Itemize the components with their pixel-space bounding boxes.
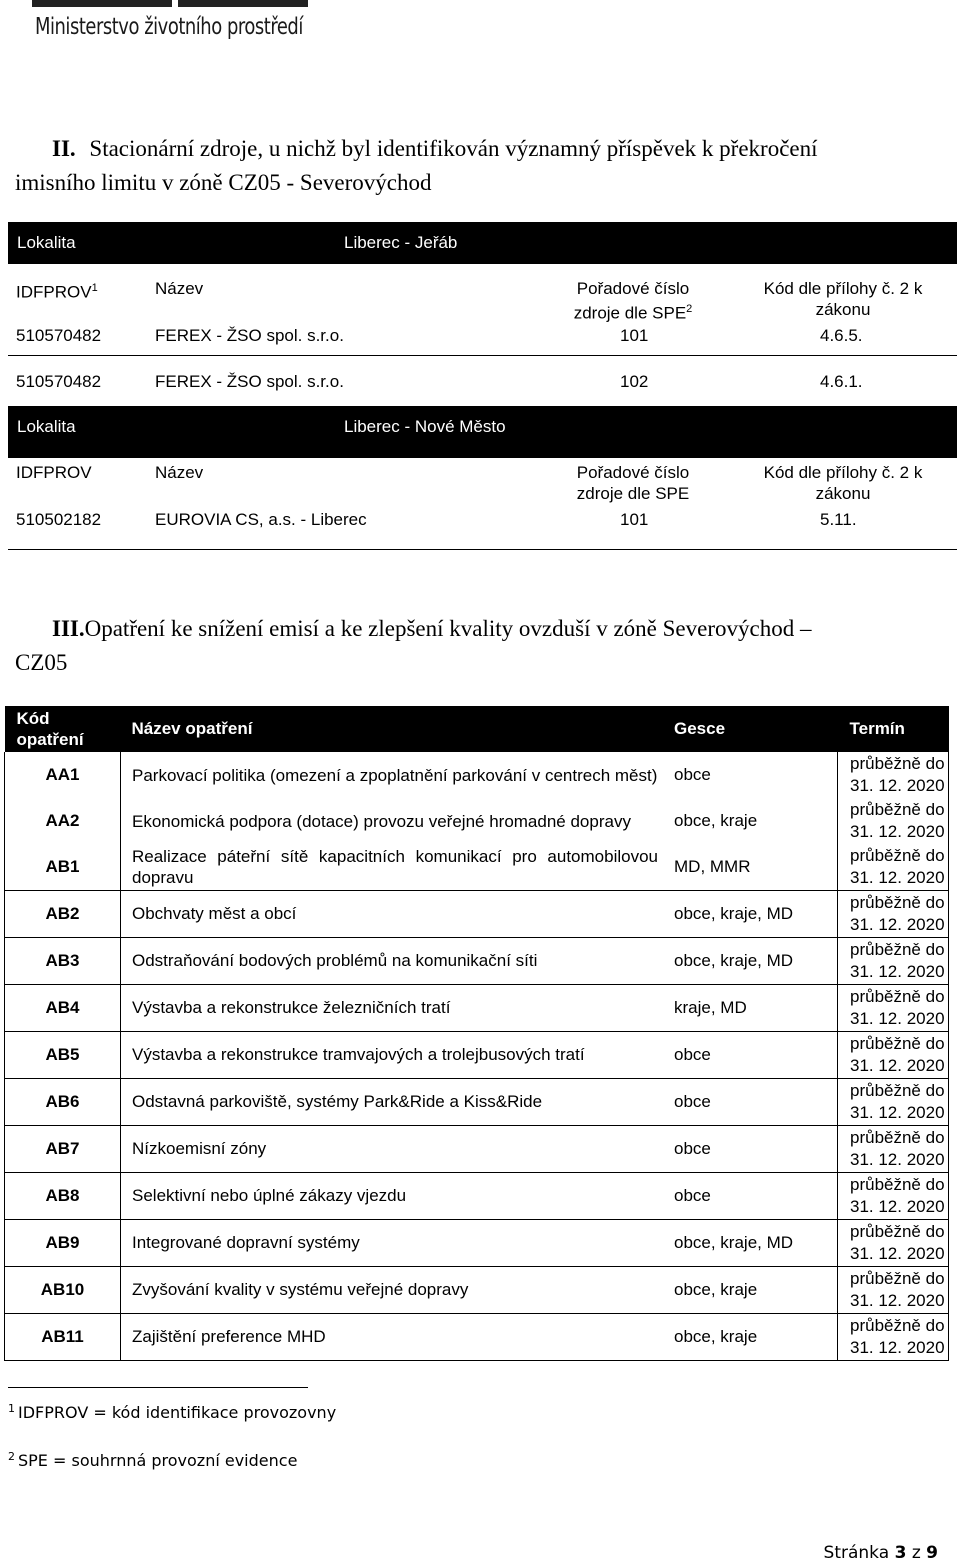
table-row bbox=[5, 798, 949, 844]
measure-term: průběžně do 31. 12. 2020 bbox=[838, 798, 949, 844]
measure-name: Výstavba a rekonstrukce železničních tratí bbox=[121, 985, 667, 1032]
measure-gesce: obce bbox=[666, 1079, 838, 1126]
measure-gesce: obce bbox=[666, 1126, 838, 1173]
sources-table-2 bbox=[8, 450, 957, 550]
table-row bbox=[5, 1032, 949, 1079]
sources-table-1 bbox=[8, 264, 957, 414]
row-nazev: FEREX - ŽSO spol. s.r.o. bbox=[155, 372, 344, 391]
table-row bbox=[5, 985, 949, 1032]
measure-code: AA1 bbox=[5, 752, 121, 798]
measure-name: Realizace páteřní sítě kapacitních komunikací pro automobilovou dopravu bbox=[121, 844, 667, 891]
table-row bbox=[5, 752, 949, 798]
measure-gesce: obce, kraje bbox=[666, 1267, 838, 1314]
measure-term: průběžně do 31. 12. 2020 bbox=[838, 1126, 949, 1173]
row-nazev: FEREX - ŽSO spol. s.r.o. bbox=[155, 326, 344, 345]
measure-code: AB2 bbox=[5, 891, 121, 938]
row-divider bbox=[8, 355, 957, 356]
measures-table bbox=[4, 706, 949, 1361]
measure-gesce: obce, kraje, MD bbox=[666, 1220, 838, 1267]
footnote-2: $^2$ SPE = souhrnná provozní evidence bbox=[8, 1450, 298, 1470]
row-idfprov: 510502182 bbox=[16, 510, 102, 529]
measure-term: průběžně do 31. 12. 2020 bbox=[838, 1173, 949, 1220]
table-row bbox=[5, 1314, 949, 1361]
measure-gesce: MD, MMR bbox=[666, 844, 838, 891]
footnote-separator bbox=[8, 1387, 308, 1388]
section2-title-line1: Stacionární zdroje, u nichž byl identifikován významný příspěvek k překročení bbox=[89, 136, 818, 161]
table-row bbox=[5, 844, 949, 891]
measure-term: průběžně do 31. 12. 2020 bbox=[838, 844, 949, 891]
measure-term: průběžně do 31. 12. 2020 bbox=[838, 891, 949, 938]
locality-label: Lokalita bbox=[17, 417, 76, 436]
measure-term: průběžně do 31. 12. 2020 bbox=[838, 1220, 949, 1267]
header-bar-left bbox=[32, 0, 172, 7]
row-nazev: EUROVIA CS, a.s. - Liberec bbox=[155, 510, 367, 529]
header-gesce: Gesce bbox=[666, 706, 838, 752]
table-row bbox=[5, 1126, 949, 1173]
measure-gesce: obce, kraje, MD bbox=[666, 891, 838, 938]
measure-gesce: obce bbox=[674, 765, 711, 784]
measure-name: Odstraňování bodových problémů na komunikační síti bbox=[121, 938, 667, 985]
measure-name: Parkovací politika (omezení a zpoplatnění parkování v centrech měst) bbox=[132, 765, 658, 785]
col-idfprov: IDFPROV$^1$ bbox=[16, 282, 98, 302]
row-poradove: 102 bbox=[620, 372, 649, 391]
section2-heading bbox=[52, 132, 818, 165]
measure-name: Nízkoemisní zóny bbox=[121, 1126, 667, 1173]
col-kod: Kód dle přílohy č. 2 k zákonu bbox=[763, 463, 923, 503]
row-poradove: 101 bbox=[620, 510, 649, 529]
section3-title-line1: Opatření ke snížení emisí a ke zlepšení kvality ovzduší v zóně Severovýchod – bbox=[84, 616, 812, 641]
measure-gesce: obce, kraje bbox=[674, 811, 758, 830]
table-row bbox=[5, 1220, 949, 1267]
measure-name: Integrované dopravní systémy bbox=[121, 1220, 667, 1267]
col-poradove: Pořadové číslo zdroje dle SPE$^2$ bbox=[573, 279, 693, 323]
row-idfprov: 510570482 bbox=[16, 326, 102, 345]
measure-code: AB8 bbox=[5, 1173, 121, 1220]
measure-code: AA2 bbox=[5, 798, 121, 844]
measure-name: Zajištění preference MHD bbox=[121, 1314, 667, 1361]
measure-name: Ekonomická podpora (dotace) provozu veřejné hromadné dopravy bbox=[132, 811, 631, 831]
table-row bbox=[5, 938, 949, 985]
ministry-name: Ministerstvo životního prostředí bbox=[35, 14, 303, 40]
col-idfprov: IDFPROV bbox=[16, 463, 92, 482]
measure-gesce: obce bbox=[666, 1173, 838, 1220]
page-number: Stránka 3 z 9 bbox=[823, 1543, 938, 1563]
table-row bbox=[5, 1173, 949, 1220]
measure-name: Selektivní nebo úplné zákazy vjezdu bbox=[121, 1173, 667, 1220]
section3-number: III. bbox=[52, 616, 85, 641]
section3-heading bbox=[52, 612, 811, 645]
measure-term: průběžně do 31. 12. 2020 bbox=[838, 1267, 949, 1314]
header-kod: Kód opatření bbox=[5, 706, 121, 752]
measure-gesce: kraje, MD bbox=[666, 985, 838, 1032]
measure-code: AB11 bbox=[5, 1314, 121, 1361]
row-divider bbox=[8, 549, 957, 550]
measure-name: Odstavná parkoviště, systémy Park&Ride a Kiss&Ride bbox=[121, 1079, 667, 1126]
measure-term: průběžně do 31. 12. 2020 bbox=[838, 1032, 949, 1079]
measure-code: AB4 bbox=[5, 985, 121, 1032]
measure-term: průběžně do 31. 12. 2020 bbox=[838, 985, 949, 1032]
measure-code: AB5 bbox=[5, 1032, 121, 1079]
locality-label: Lokalita bbox=[17, 233, 76, 252]
measure-code: AB6 bbox=[5, 1079, 121, 1126]
row-kod: 5.11. bbox=[820, 510, 857, 529]
measure-code: AB10 bbox=[5, 1267, 121, 1314]
measure-gesce: obce, kraje, MD bbox=[666, 938, 838, 985]
row-idfprov: 510570482 bbox=[16, 372, 102, 391]
measure-gesce: obce bbox=[666, 1032, 838, 1079]
locality-name: Liberec - Nové Město bbox=[344, 417, 506, 436]
measure-code: AB9 bbox=[5, 1220, 121, 1267]
locality-name: Liberec - Jeřáb bbox=[344, 233, 458, 252]
measure-term: průběžně do 31. 12. 2020 bbox=[838, 752, 949, 798]
section2-title-line2: imisního limitu v zóně CZ05 - Severovýchod bbox=[15, 170, 432, 195]
col-kod: Kód dle přílohy č. 2 k zákonu bbox=[763, 279, 923, 319]
measure-term: průběžně do 31. 12. 2020 bbox=[838, 1314, 949, 1361]
locality-bar bbox=[8, 222, 957, 264]
col-poradove: Pořadové číslo zdroje dle SPE bbox=[576, 463, 690, 503]
header-termin: Termín bbox=[838, 706, 949, 752]
measure-name: Zvyšování kvality v systému veřejné dopravy bbox=[121, 1267, 667, 1314]
row-poradove: 101 bbox=[620, 326, 649, 345]
table-row bbox=[5, 1079, 949, 1126]
measure-code: AB3 bbox=[5, 938, 121, 985]
measure-term: průběžně do 31. 12. 2020 bbox=[838, 938, 949, 985]
col-nazev: Název bbox=[155, 463, 204, 482]
header-nazev: Název opatření bbox=[121, 706, 667, 752]
col-nazev: Název bbox=[155, 279, 204, 298]
section2-number: II. bbox=[52, 136, 76, 161]
measure-term: průběžně do 31. 12. 2020 bbox=[838, 1079, 949, 1126]
measure-gesce: obce, kraje bbox=[666, 1314, 838, 1361]
footnote-1: $^1$ IDFPROV = kód identifikace provozovny bbox=[8, 1402, 337, 1422]
measure-name: Výstavba a rekonstrukce tramvajových a trolejbusových tratí bbox=[121, 1032, 667, 1079]
section3-title-line2: CZ05 bbox=[15, 650, 68, 675]
header-bar-right bbox=[178, 0, 308, 7]
measure-name: Obchvaty měst a obcí bbox=[121, 891, 667, 938]
table-row bbox=[5, 1267, 949, 1314]
table-row bbox=[5, 891, 949, 938]
measure-code: AB7 bbox=[5, 1126, 121, 1173]
row-kod: 4.6.5. bbox=[820, 326, 863, 345]
row-kod: 4.6.1. bbox=[820, 372, 863, 391]
measure-code: AB1 bbox=[5, 844, 121, 891]
